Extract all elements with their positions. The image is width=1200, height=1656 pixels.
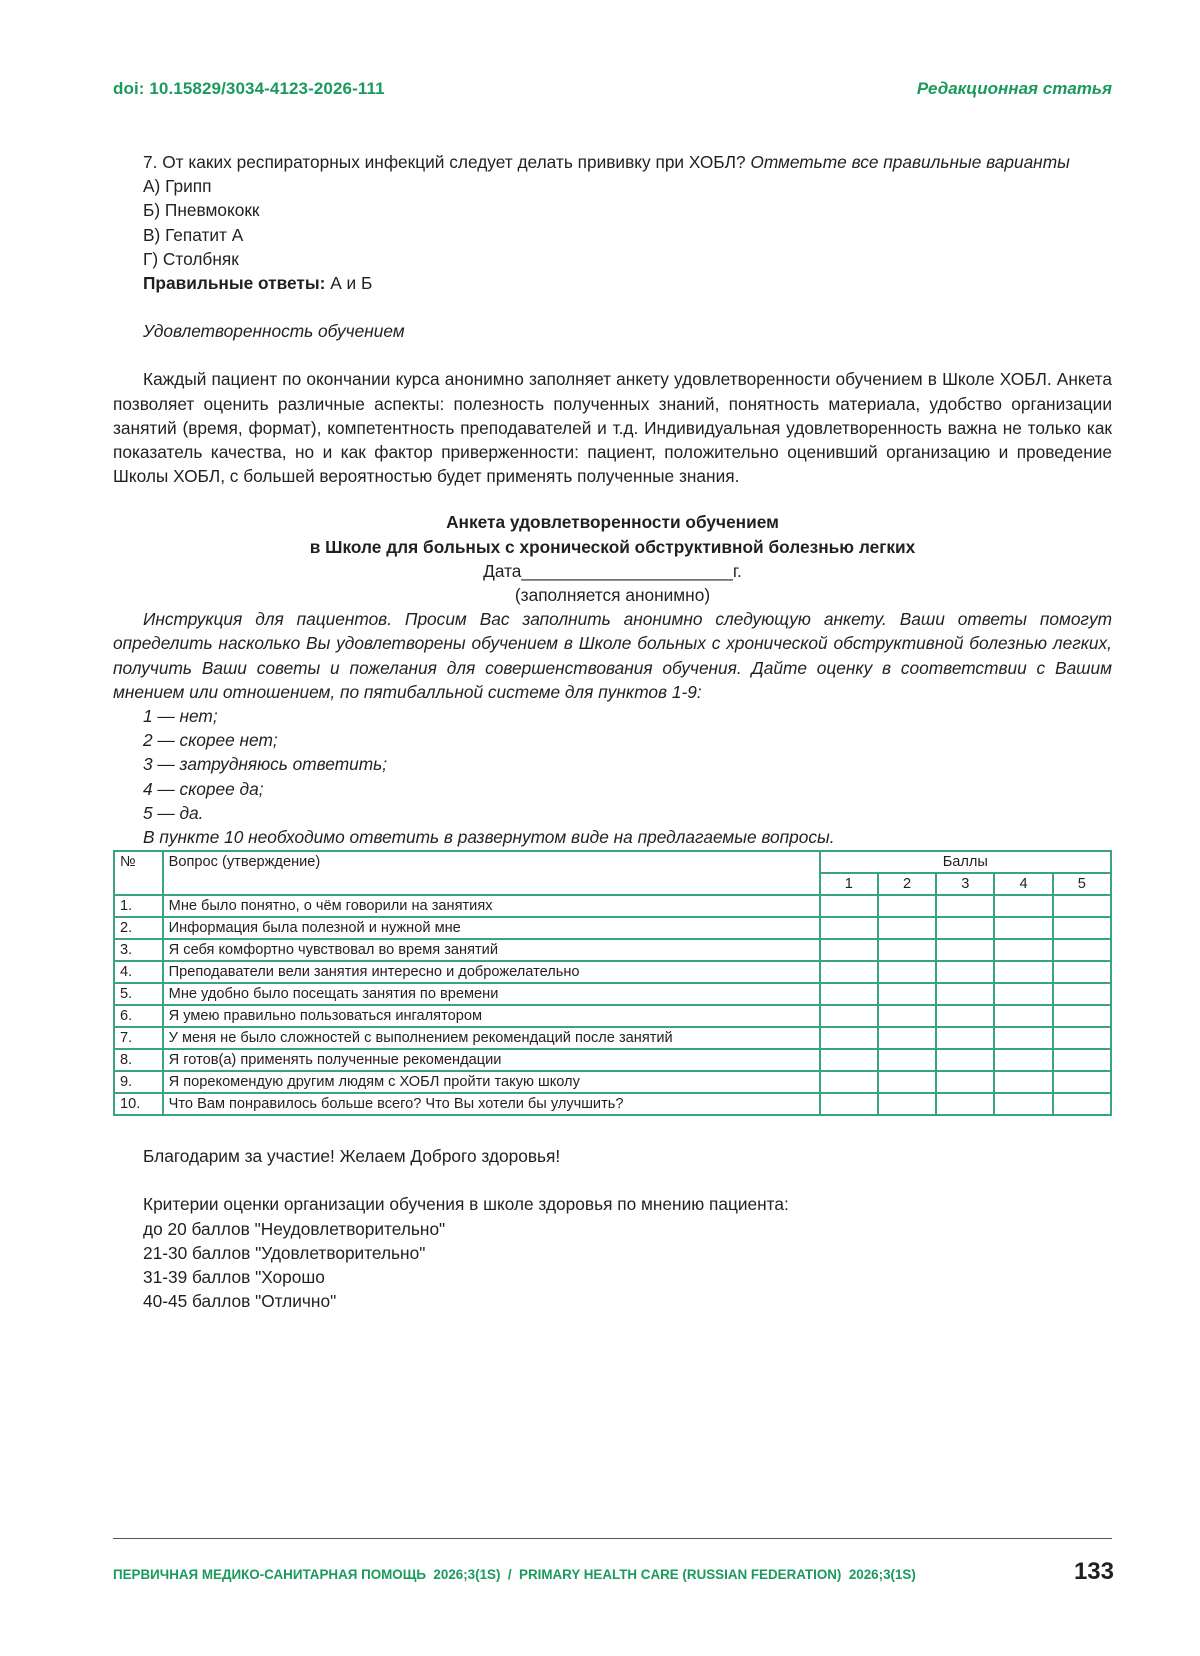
row-number: 5. <box>114 983 163 1005</box>
score-cell-2[interactable] <box>878 1027 936 1049</box>
score-cell-3[interactable] <box>936 1027 994 1049</box>
table-row <box>114 939 1111 961</box>
score-cell-2[interactable] <box>878 895 936 917</box>
row-number: 3. <box>114 939 163 961</box>
correct-answers-value: А и Б <box>325 273 373 294</box>
table-row <box>114 917 1111 939</box>
survey-title-line1: Анкета удовлетворенности обучением <box>446 512 779 533</box>
score-header-2: 2 <box>878 873 936 895</box>
score-cell-4[interactable] <box>994 961 1052 983</box>
score-cell-5[interactable] <box>1053 895 1111 917</box>
score-cell-5[interactable] <box>1053 983 1111 1005</box>
table-row <box>114 961 1111 983</box>
col-header-question: Вопрос (утверждение) <box>163 851 820 895</box>
score-cell-1[interactable] <box>820 1049 878 1071</box>
option-b: Б) Пневмококк <box>143 200 260 221</box>
score-cell-3[interactable] <box>936 983 994 1005</box>
footer-divider <box>113 1538 1112 1539</box>
scale-item-1: 1 — нет; <box>143 706 218 727</box>
score-cell-1[interactable] <box>820 961 878 983</box>
row-question: У меня не было сложностей с выполнением рекомендаций после занятий <box>163 1027 820 1049</box>
row-number: 8. <box>114 1049 163 1071</box>
satisfaction-heading: Удовлетворенность обучением <box>143 321 405 342</box>
score-cell-2[interactable] <box>878 983 936 1005</box>
table-row <box>114 895 1111 917</box>
score-cell-4[interactable] <box>994 1027 1052 1049</box>
score-cell-1[interactable] <box>820 1005 878 1027</box>
score-cell-2[interactable] <box>878 1071 936 1093</box>
row-question: Я порекомендую другим людям с ХОБЛ пройти такую школу <box>163 1071 820 1093</box>
score-cell-5[interactable] <box>1053 1005 1111 1027</box>
score-cell-3[interactable] <box>936 1093 994 1115</box>
row-question: Что Вам понравилось больше всего? Что Вы хотели бы улучшить? <box>163 1093 820 1115</box>
score-cell-1[interactable] <box>820 1071 878 1093</box>
score-cell-1[interactable] <box>820 939 878 961</box>
score-cell-4[interactable] <box>994 1005 1052 1027</box>
score-cell-5[interactable] <box>1053 1049 1111 1071</box>
row-question: Я себя комфортно чувствовал во время занятий <box>163 939 820 961</box>
option-d: Г) Столбняк <box>143 248 239 269</box>
col-header-number: № <box>114 851 163 895</box>
row-question: Мне удобно было посещать занятия по времени <box>163 983 820 1005</box>
survey-title-line2: в Школе для больных с хронической обструктивной болезнью легких <box>309 536 916 557</box>
score-cell-2[interactable] <box>878 1005 936 1027</box>
table-header-row <box>114 851 1111 873</box>
satisfaction-paragraph: Каждый пациент по окончании курса анонимно заполняет анкету удовлетворенности обучением в Школе ХОБЛ. Анкета позволяет оценить различные аспекты: полезность полученных знаний, понятность материала, удобство организации занятий (время, формат), компетентность преподавателей и т.д. Индивидуальная удовлетворенность важна не только как показатель качества, но и как фактор приверженности: пациент, положительно оценивший организацию и проведение Школы ХОБЛ, с большей вероятностью будет применять полученные знания. <box>113 369 1112 487</box>
score-cell-5[interactable] <box>1053 1027 1111 1049</box>
score-cell-1[interactable] <box>820 1093 878 1115</box>
item10-note: В пункте 10 необходимо ответить в развернутом виде на предлагаемые вопросы. <box>143 827 835 848</box>
correct-answers <box>113 271 1112 295</box>
score-cell-5[interactable] <box>1053 1071 1111 1093</box>
row-number: 2. <box>114 917 163 939</box>
row-question: Я готов(а) применять полученные рекомендации <box>163 1049 820 1071</box>
score-cell-4[interactable] <box>994 983 1052 1005</box>
survey-instruction: Инструкция для пациентов. Просим Вас заполнить анонимно следующую анкету. Ваши ответы помогут определить насколько Вы удовлетворены обучением в Школе больных с хронической обструктивной болезнью легких, получить Ваши советы и пожелания для совершенствования обучения. Дайте оценку в соответствии с Вашим мнением или отношением, по пятибалльной системе для пунктов 1-9: <box>113 609 1112 702</box>
doi-label: doi: 10.15829/3034-4123-2026-111 <box>113 79 385 98</box>
correct-answers-label: Правильные ответы: <box>143 273 326 294</box>
score-cell-4[interactable] <box>994 1093 1052 1115</box>
table-row <box>114 1093 1111 1115</box>
score-cell-5[interactable] <box>1053 961 1111 983</box>
option-c: В) Гепатит А <box>143 224 244 245</box>
score-cell-3[interactable] <box>936 1049 994 1071</box>
row-number: 10. <box>114 1093 163 1115</box>
option-a: А) Грипп <box>143 176 212 197</box>
table-row <box>114 1071 1111 1093</box>
question-7 <box>113 150 1112 174</box>
criteria-item: до 20 баллов "Неудовлетворительно" <box>143 1218 446 1239</box>
score-cell-4[interactable] <box>994 939 1052 961</box>
score-cell-4[interactable] <box>994 917 1052 939</box>
criteria-item: 40-45 баллов "Отлично" <box>143 1291 337 1312</box>
table-row <box>114 1049 1111 1071</box>
score-cell-2[interactable] <box>878 1049 936 1071</box>
score-cell-3[interactable] <box>936 961 994 983</box>
score-cell-5[interactable] <box>1053 939 1111 961</box>
section-label: Редакционная статья <box>916 79 1112 98</box>
criteria-item: 21-30 баллов "Удовлетворительно" <box>143 1242 426 1263</box>
question-7-instruction: Отметьте все правильные варианты <box>750 152 1070 172</box>
scale-item-3: 3 — затрудняюсь ответить; <box>143 754 387 775</box>
row-question: Преподаватели вели занятия интересно и доброжелательно <box>163 961 820 983</box>
score-header-1: 1 <box>820 873 878 895</box>
score-cell-5[interactable] <box>1053 917 1111 939</box>
row-question: Я умею правильно пользоваться ингалятором <box>163 1005 820 1027</box>
score-cell-2[interactable] <box>878 939 936 961</box>
score-cell-3[interactable] <box>936 917 994 939</box>
row-number: 9. <box>114 1071 163 1093</box>
score-cell-1[interactable] <box>820 1027 878 1049</box>
row-number: 7. <box>114 1027 163 1049</box>
scale-item-4: 4 — скорее да; <box>143 778 264 799</box>
score-cell-4[interactable] <box>994 1071 1052 1093</box>
score-cell-4[interactable] <box>994 895 1052 917</box>
score-cell-3[interactable] <box>936 895 994 917</box>
table-row <box>114 983 1111 1005</box>
score-cell-4[interactable] <box>994 1049 1052 1071</box>
thanks-text: Благодарим за участие! Желаем Доброго здоровья! <box>143 1146 561 1167</box>
score-cell-3[interactable] <box>936 939 994 961</box>
score-cell-3[interactable] <box>936 1071 994 1093</box>
journal-footer: ПЕРВИЧНАЯ МЕДИКО-САНИТАРНАЯ ПОМОЩЬ 2026;3(1S) / PRIMARY HEALTH CARE (RUSSIAN FEDERATION) 2026;3(1S) <box>113 1567 916 1582</box>
score-cell-3[interactable] <box>936 1005 994 1027</box>
row-number: 6. <box>114 1005 163 1027</box>
scale-item-2: 2 — скорее нет; <box>143 730 278 751</box>
score-header-5: 5 <box>1053 873 1111 895</box>
criteria-title: Критерии оценки организации обучения в школе здоровья по мнению пациента: <box>143 1194 789 1215</box>
score-cell-1[interactable] <box>820 895 878 917</box>
score-cell-5[interactable] <box>1053 1093 1111 1115</box>
table-row <box>114 1027 1111 1049</box>
score-header-3: 3 <box>936 873 994 895</box>
scale-item-5: 5 — да. <box>143 802 204 823</box>
page-number: 133 <box>1073 1558 1114 1585</box>
row-question: Информация была полезной и нужной мне <box>163 917 820 939</box>
row-number: 4. <box>114 961 163 983</box>
score-header-4: 4 <box>994 873 1052 895</box>
question-7-text: 7. От каких респираторных инфекций следует делать прививку при ХОБЛ? <box>143 152 751 172</box>
survey-anon-note: (заполняется анонимно) <box>514 585 711 606</box>
score-cell-2[interactable] <box>878 917 936 939</box>
criteria-item: 31-39 баллов "Хорошо <box>143 1267 325 1288</box>
score-cell-2[interactable] <box>878 961 936 983</box>
col-header-scores: Баллы <box>820 851 1111 873</box>
article-body <box>113 150 1112 1314</box>
score-cell-1[interactable] <box>820 983 878 1005</box>
survey-date-line: Дата______________________г. <box>483 560 742 581</box>
survey-table <box>113 850 1112 1116</box>
row-number: 1. <box>114 895 163 917</box>
row-question: Мне было понятно, о чём говорили на занятиях <box>163 895 820 917</box>
score-cell-1[interactable] <box>820 917 878 939</box>
score-cell-2[interactable] <box>878 1093 936 1115</box>
table-row <box>114 1005 1111 1027</box>
